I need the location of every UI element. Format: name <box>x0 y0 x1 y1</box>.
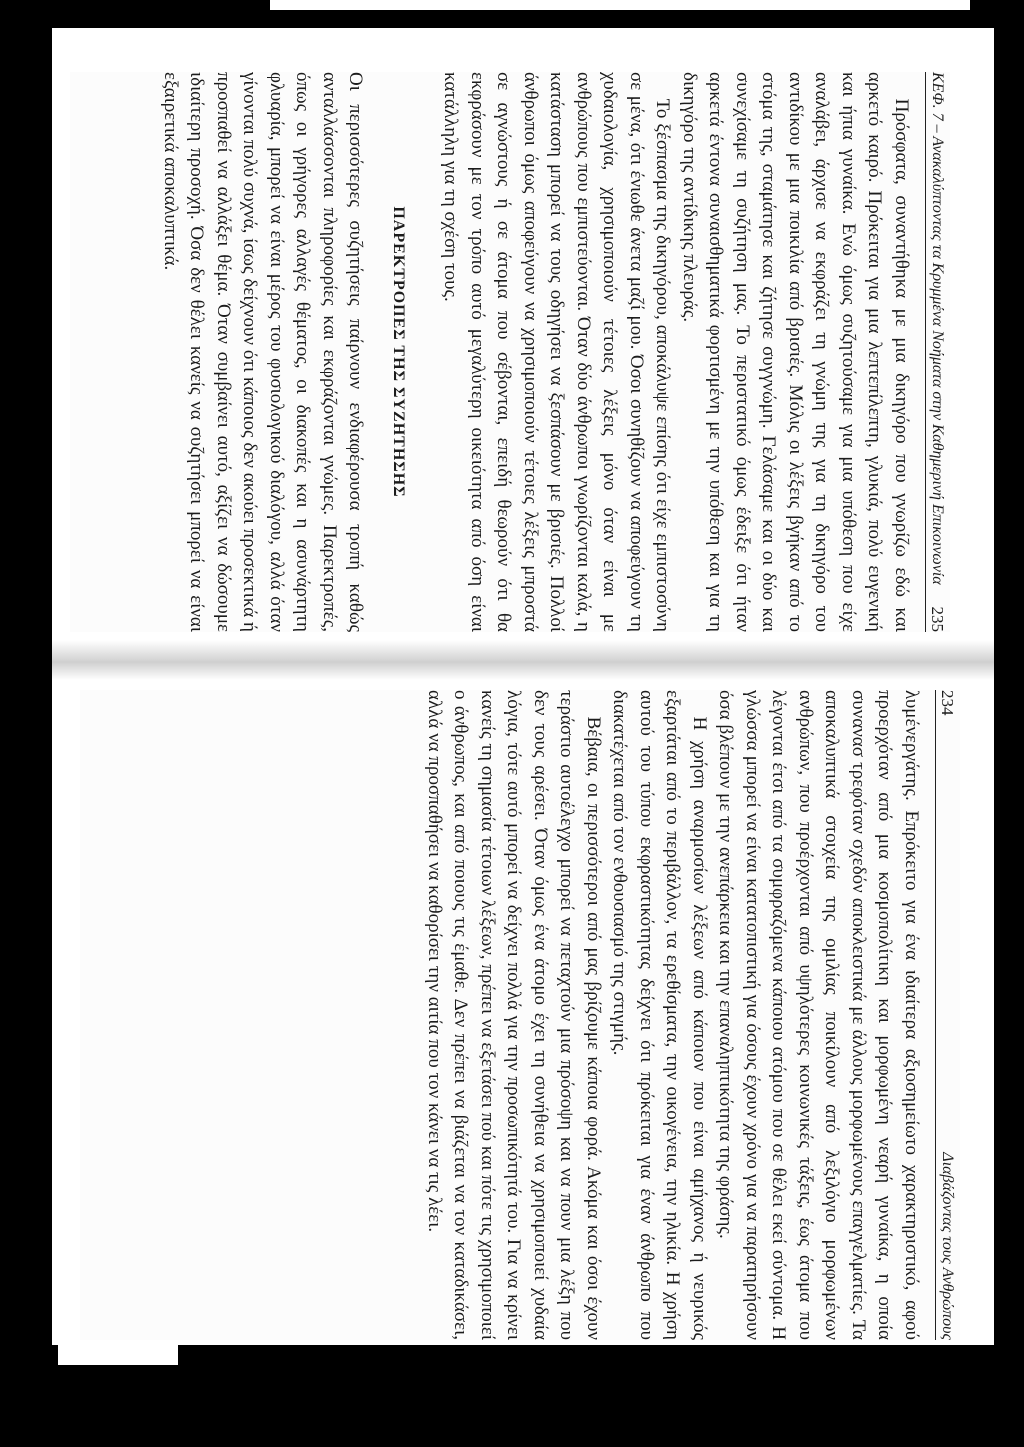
paragraph: λυμένεργάτης. Επρόκειτο για ένα ιδιαίτερα αξιοσημείωτο χαρακτηριστικό, αφού προερχόταν από μια κοσμοπολίτικη και μορφωμένη νεαρή γυναίκα, η οποία συνανασ τρεφόταν σχεδόν αποκλειστικά με άλλους μορφωμένους επαγγελματίες. Τα αποκαλυπτικά στοιχεία της ομιλίας ποικίλουν από λεξιλόγιο μορφωμένων ανθρώπων, που προέρχονται από υψηλότερες κοινωνικές τάξεις, έως άτομα που λέγονται έτσι από τα συμφραζόμενα κάποιου ατόμου που σε θέλει εκεί σύντομα. Η γλώσσα μπορεί να είναι κατατοπιστική για όσους έχουν χρόνο για να παρατηρήσουν όσα βλέπουν με την ανεπάρκεια και την επαναληπτικότητα της φράσης. <box>715 690 922 1340</box>
paragraph: Πρόσφατα, συναντήθηκα με μια δικηγόρο που γνωρίζω εδώ και αρκετό καιρό. Πρόκειται για μια λεπτεπίλεπτη, γλυκιά, πολύ ευγενική και ήπια γυναίκα. Ενώ όμως συζητούσαμε για μια υπόθεση που είχε αναλάβει, άρχισε να εκφράζει τη γνώμη της για τη δικηγόρο του αντιδίκου με μια ποικιλία από βρισιές. Μόλις οι λέξεις βγήκαν από το στόμα της, σταμάτησε και ζήτησε συγγνώμη. Γελάσαμε και οι δύο και συνεχίσαμε τη συζήτηση μας. Το περιστατικό όμως έδειξε ότι ήταν αρκετά έντονα συναισθηματικά φορτισμένη με την υπόθεση και για τη δικηγόρο της αντίδικης πλευράς. <box>679 72 912 632</box>
right-page-header <box>925 72 950 632</box>
paragraph: Βέβαια, οι περισσότεροι από μας βρίζουμε κάποια φορά. Ακόμα και όσοι έχουν τεράστιο αυτοέλεγχο μπορεί να πεταχτούν μια πρόσοψη και να πουν μια λέξη που δεν τους αρέσει. Όταν όμως ένα άτομο έχει τη συνήθεια να χρησιμοποιεί χυδαία λόγια, τότε αυτό μπορεί να δείχνει πολλά για την προσωπικότητά του. Για να κρίνει κανείς τη σημασία τέτοιων λέξεων, πρέπει να εξετάσει πού και πότε τις χρησιμοποιεί ο άνθρωπος, και από ποιους τις έμαθε. Δεν πρέπει να βιάζεται να τον καταδικάσει, αλλά να προσπαθήσει να καθορίσει την αιτία που τον κάνει να τις λέει. <box>424 690 604 1340</box>
left-page-header <box>935 690 960 1340</box>
scan-border-left <box>0 0 52 1447</box>
page-number-right: 235 <box>928 606 947 632</box>
paragraph: Οι περισσότερες συζητήσεις παίρνουν ενδιαφέρουσα τροπή καθώς ανταλλάσσονται πληροφορίες και εκφράζονται γνώμες. Παρεκτροπές, όπως οι γρήγορες αλλαγές θέματος, οι διακοπές και η ασυνάρτητη φλυαρία, μπορεί να είναι μέρος του φυσιολογικού διαλόγου, αλλά όταν γίνονται πολύ συχνά, ίσως δείχνουν ότι κάποιος δεν ακούει προσεκτικά ή προσπαθεί να αλλάξει θέμα. Όταν συμβαίνει αυτό, αξίζει να δώσουμε ιδιαίτερη προσοχή. Όσα δεν θέλει κανείς να συζητήσει μπορεί να είναι εξαιρετικά αποκαλυπτικά. <box>160 72 367 632</box>
left-page-body <box>421 690 925 1340</box>
section-heading: ΠΑΡΕΚΤΡΟΠΕΣ ΤΗΣ ΣΥΖΗΤΗΣΗΣ <box>390 206 407 498</box>
right-page <box>70 72 950 632</box>
scan-border-right <box>994 0 1024 1447</box>
scan-border-bottom <box>0 1345 1024 1447</box>
scan-border-top <box>0 0 1024 28</box>
book-gutter <box>52 640 994 680</box>
running-head-right: ΚΕΦ. 7 – Ανακαλύπτοντας τα Κρυμμένα Νοήματα στην Καθημερινή Επικοινωνία <box>929 72 946 585</box>
running-head-left: Διαβάζοντας τους Ανθρώπους <box>939 1152 956 1340</box>
page-number-left: 234 <box>938 690 957 716</box>
paragraph: Το ξέσπασμα της δικηγόρου, αποκάλυψε επίσης ότι είχε εμπιστοσύνη σε μένα, ότι ένιωθε άνετα μαζί μου. Όσοι συνηθίζουν να αποφεύγουν τη χυδαιολογία, χρησιμοποιούν τέτοιες λέξεις μόνο όταν είναι με ανθρώπους που εμπιστεύονται. Όταν δύο άνθρωποι γνωρίζονται καλά, η κατάσταση μπορεί να τους οδηγήσει να ξεσπάσουν με βρισιές. Πολλοί άνθρωποι όμως αποφεύγουν να χρησιμοποιούν τέτοιες λέξεις μπροστά σε αγνώστους ή σε άτομα που σέβονται, επειδή θεωρούν ότι θα εκφράσουν με τον τρόπο αυτό μεγαλύτερη οικειότητα από όση είναι κατάλληλη για τη σχέση τους. <box>440 72 674 632</box>
right-page-body <box>157 72 915 632</box>
left-page <box>80 690 960 1340</box>
paragraph: Η χρήση αναρμοσίων λέξεων από κάποιον που είναι αμήχανος ή νευρικός εξαρτάται από το περιβάλλον, τα ερεθίσματα, την οικογένεια, την ηλικία. Η χρήση αυτού του τύπου εκφραστικότητας δείχνει ότι πρόκειται για έναν άνθρωπο που διακατέχεται από τον ενθουσιασμό της στιγμής. <box>609 690 710 1340</box>
